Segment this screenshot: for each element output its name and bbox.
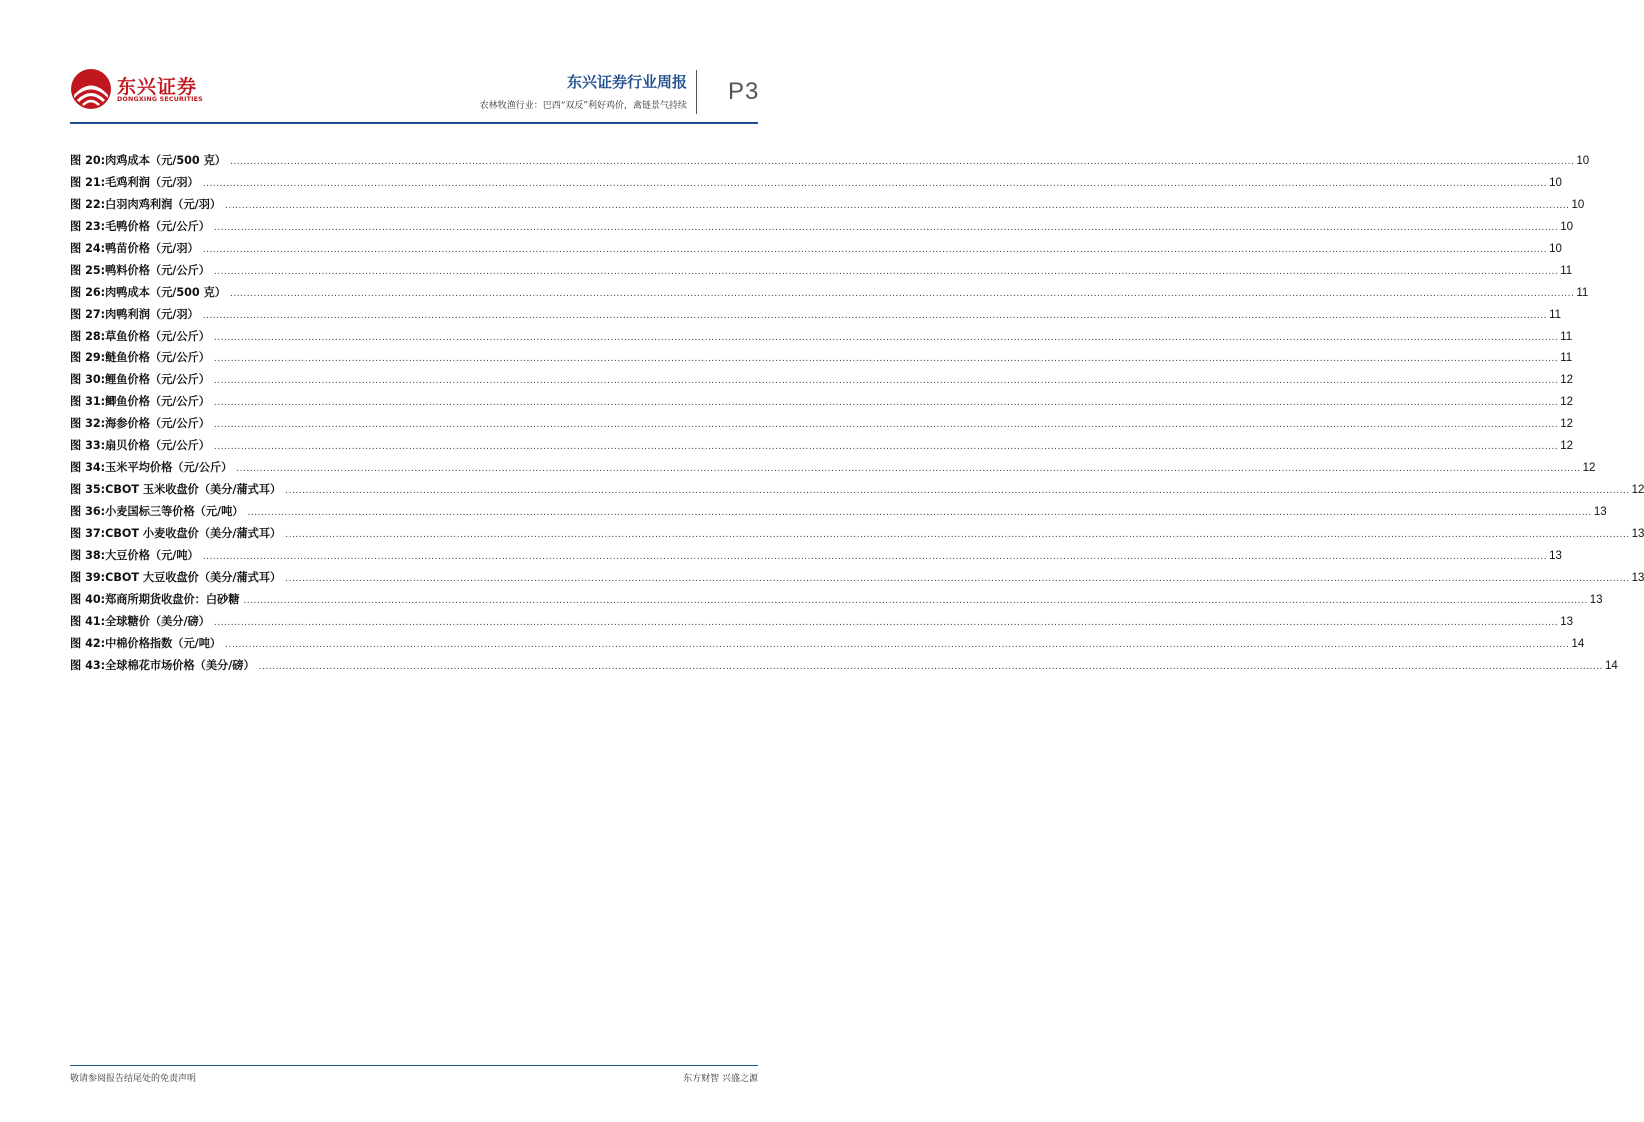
toc-dot-leader: ................................................................................................................................................................................................................................................................................................................................................................................................................: [213, 617, 1559, 628]
toc-entry-label: 图 25:鸭料价格（元/公斤）: [70, 263, 210, 277]
page-number: P3: [728, 78, 760, 105]
toc-dot-leader: ................................................................................................................................................................................................................................................................................................................................................................................................................: [202, 310, 1548, 321]
toc-entry-label: 图 31:鲫鱼价格（元/公斤）: [70, 395, 210, 409]
toc-entry-page: 11: [1560, 330, 1573, 343]
toc-dot-leader: ................................................................................................................................................................................................................................................................................................................................................................................................................: [243, 595, 1588, 606]
toc-entry-label: 图 42:中棉价格指数（元/吨）: [70, 636, 222, 650]
toc-entry-page: 12: [1560, 418, 1574, 431]
toc-entry[interactable]: [70, 371, 1574, 393]
toc-entry-page: 11: [1576, 286, 1589, 299]
logo-text-cn: 东兴证券: [117, 76, 198, 98]
toc-entry-page: 13: [1549, 549, 1562, 562]
toc-entry[interactable]: [70, 196, 1585, 218]
toc-entry-page: 12: [1582, 462, 1596, 475]
toc-entry-page: 13: [1631, 527, 1644, 540]
toc-entry[interactable]: [70, 591, 1603, 613]
toc-entry-label: 图 21:毛鸡利润（元/羽）: [70, 175, 199, 189]
toc-dot-leader: ................................................................................................................................................................................................................................................................................................................................................................................................................: [213, 442, 1559, 453]
toc-entry-label: 图 33:扇贝价格（元/公斤）: [70, 439, 210, 453]
toc-entry[interactable]: [70, 152, 1590, 174]
toc-dot-leader: ................................................................................................................................................................................................................................................................................................................................................................................................................: [213, 376, 1559, 387]
toc-dot-leader: ................................................................................................................................................................................................................................................................................................................................................................................................................: [229, 157, 1575, 167]
toc-entry[interactable]: [70, 174, 1562, 196]
company-slogan: 东方财智 兴盛之源: [683, 1074, 758, 1084]
toc-entry-page: 14: [1605, 659, 1618, 672]
toc-entry-page: 11: [1549, 308, 1562, 321]
toc-entry-label: 图 37:CBOT 小麦收盘价（美分/蒲式耳）: [70, 526, 282, 540]
toc-entry-label: 图 20:肉鸡成本（元/500 克）: [70, 154, 226, 167]
toc-entry[interactable]: [70, 306, 1562, 328]
toc-entry-label: 图 28:草鱼价格（元/公斤）: [70, 329, 210, 343]
toc-entry[interactable]: [70, 657, 1618, 679]
toc-entry[interactable]: [70, 262, 1573, 284]
toc-entry[interactable]: [70, 437, 1574, 459]
toc-entry[interactable]: [70, 284, 1589, 306]
toc-entry[interactable]: [70, 349, 1573, 371]
toc-entry-page: 13: [1593, 506, 1607, 518]
toc-dot-leader: ................................................................................................................................................................................................................................................................................................................................................................................................................: [229, 288, 1575, 299]
toc-dot-leader: ................................................................................................................................................................................................................................................................................................................................................................................................................: [213, 266, 1559, 277]
report-subtitle: 农林牧渔行业：巴西“双反”利好鸡价，禽链景气持续: [479, 101, 687, 111]
toc-entry-label: 图 24:鸭苗价格（元/羽）: [70, 241, 199, 255]
toc-entry-page: 12: [1560, 440, 1574, 453]
toc-entry-label: 图 23:毛鸭价格（元/公斤）: [70, 219, 210, 233]
toc-entry[interactable]: [70, 613, 1574, 635]
toc-entry-label: 图 26:肉鸭成本（元/500 克）: [70, 285, 226, 299]
logo-emblem-icon: [70, 68, 112, 110]
toc-entry-page: 11: [1560, 352, 1573, 365]
toc-entry-page: 11: [1560, 264, 1573, 277]
company-logo: [70, 68, 230, 112]
toc-dot-leader: ................................................................................................................................................................................................................................................................................................................................................................................................................: [247, 508, 1592, 518]
toc-dot-leader: ................................................................................................................................................................................................................................................................................................................................................................................................................: [285, 529, 1630, 540]
toc-dot-leader: ................................................................................................................................................................................................................................................................................................................................................................................................................: [213, 420, 1559, 431]
toc-entry-page: 10: [1560, 220, 1574, 233]
toc-entry-label: 图 40:郑商所期货收盘价：白砂糖: [70, 592, 240, 606]
toc-entry-page: 10: [1571, 198, 1585, 211]
header-divider: [696, 70, 697, 114]
toc-entry-page: 10: [1549, 242, 1562, 255]
toc-dot-leader: ................................................................................................................................................................................................................................................................................................................................................................................................................: [236, 464, 1581, 475]
toc-dot-leader: ................................................................................................................................................................................................................................................................................................................................................................................................................: [225, 639, 1570, 650]
toc-entry-label: 图 38:大豆价格（元/吨）: [70, 548, 199, 562]
toc-dot-leader: ................................................................................................................................................................................................................................................................................................................................................................................................................: [202, 244, 1548, 255]
toc-entry-page: 10: [1576, 155, 1590, 167]
toc-entry-label: 图 39:CBOT 大豆收盘价（美分/蒲式耳）: [70, 570, 282, 584]
toc-entry[interactable]: [70, 328, 1573, 350]
toc-dot-leader: ................................................................................................................................................................................................................................................................................................................................................................................................................: [213, 398, 1559, 409]
toc-dot-leader: ................................................................................................................................................................................................................................................................................................................................................................................................................: [285, 486, 1630, 497]
toc-entry-page: 13: [1631, 571, 1644, 584]
toc-entry-page: 10: [1549, 176, 1562, 189]
toc-entry[interactable]: [70, 240, 1562, 262]
toc-entry[interactable]: [70, 459, 1596, 481]
toc-dot-leader: ................................................................................................................................................................................................................................................................................................................................................................................................................: [213, 354, 1559, 365]
toc-entry-label: 图 35:CBOT 玉米收盘价（美分/蒲式耳）: [70, 483, 282, 497]
toc-entry[interactable]: [70, 635, 1585, 657]
toc-entry-label: 图 27:肉鸭利润（元/羽）: [70, 307, 199, 321]
toc-dot-leader: ................................................................................................................................................................................................................................................................................................................................................................................................................: [225, 200, 1570, 211]
toc-entry-label: 图 29:鲢鱼价格（元/公斤）: [70, 351, 210, 365]
toc-entry[interactable]: [70, 481, 1644, 503]
toc-entry-page: 12: [1560, 396, 1574, 409]
report-title: 东兴证券行业周报: [566, 73, 687, 91]
toc-entry-page: 13: [1589, 593, 1603, 606]
figure-index-list: [70, 152, 1644, 679]
toc-dot-leader: ................................................................................................................................................................................................................................................................................................................................................................................................................: [285, 573, 1630, 584]
toc-entry-page: 14: [1571, 637, 1585, 650]
disclaimer-note: 敬请参阅报告结尾处的免责声明: [70, 1074, 197, 1084]
toc-entry[interactable]: [70, 393, 1574, 415]
toc-entry[interactable]: [70, 415, 1574, 437]
toc-entry[interactable]: [70, 547, 1562, 569]
toc-dot-leader: ................................................................................................................................................................................................................................................................................................................................................................................................................: [213, 222, 1559, 233]
toc-entry-label: 图 43:全球棉花市场价格（美分/磅）: [70, 658, 255, 672]
toc-dot-leader: ................................................................................................................................................................................................................................................................................................................................................................................................................: [258, 661, 1603, 672]
toc-entry[interactable]: [70, 569, 1644, 591]
toc-entry-page: 12: [1560, 374, 1574, 387]
toc-entry-page: 13: [1560, 615, 1574, 628]
toc-entry[interactable]: [70, 503, 1607, 525]
toc-dot-leader: ................................................................................................................................................................................................................................................................................................................................................................................................................: [202, 551, 1548, 562]
logo-text-en: DONGXING SECURITIES: [117, 96, 203, 103]
toc-entry[interactable]: [70, 525, 1644, 547]
toc-dot-leader: ................................................................................................................................................................................................................................................................................................................................................................................................................: [213, 332, 1559, 343]
toc-entry-page: 12: [1631, 484, 1644, 497]
toc-entry[interactable]: [70, 218, 1574, 240]
toc-entry-label: 图 32:海参价格（元/公斤）: [70, 417, 210, 431]
toc-entry-label: 图 36:小麦国标三等价格（元/吨）: [70, 505, 244, 518]
toc-entry-label: 图 41:全球糖价（美分/磅）: [70, 614, 210, 628]
toc-entry-label: 图 34:玉米平均价格（元/公斤）: [70, 461, 233, 475]
toc-dot-leader: ................................................................................................................................................................................................................................................................................................................................................................................................................: [202, 178, 1548, 189]
toc-entry-label: 图 22:白羽肉鸡利润（元/羽）: [70, 197, 222, 211]
toc-entry-label: 图 30:鲤鱼价格（元/公斤）: [70, 373, 210, 387]
header-rule: [70, 122, 758, 124]
footer-rule: [70, 1065, 758, 1066]
